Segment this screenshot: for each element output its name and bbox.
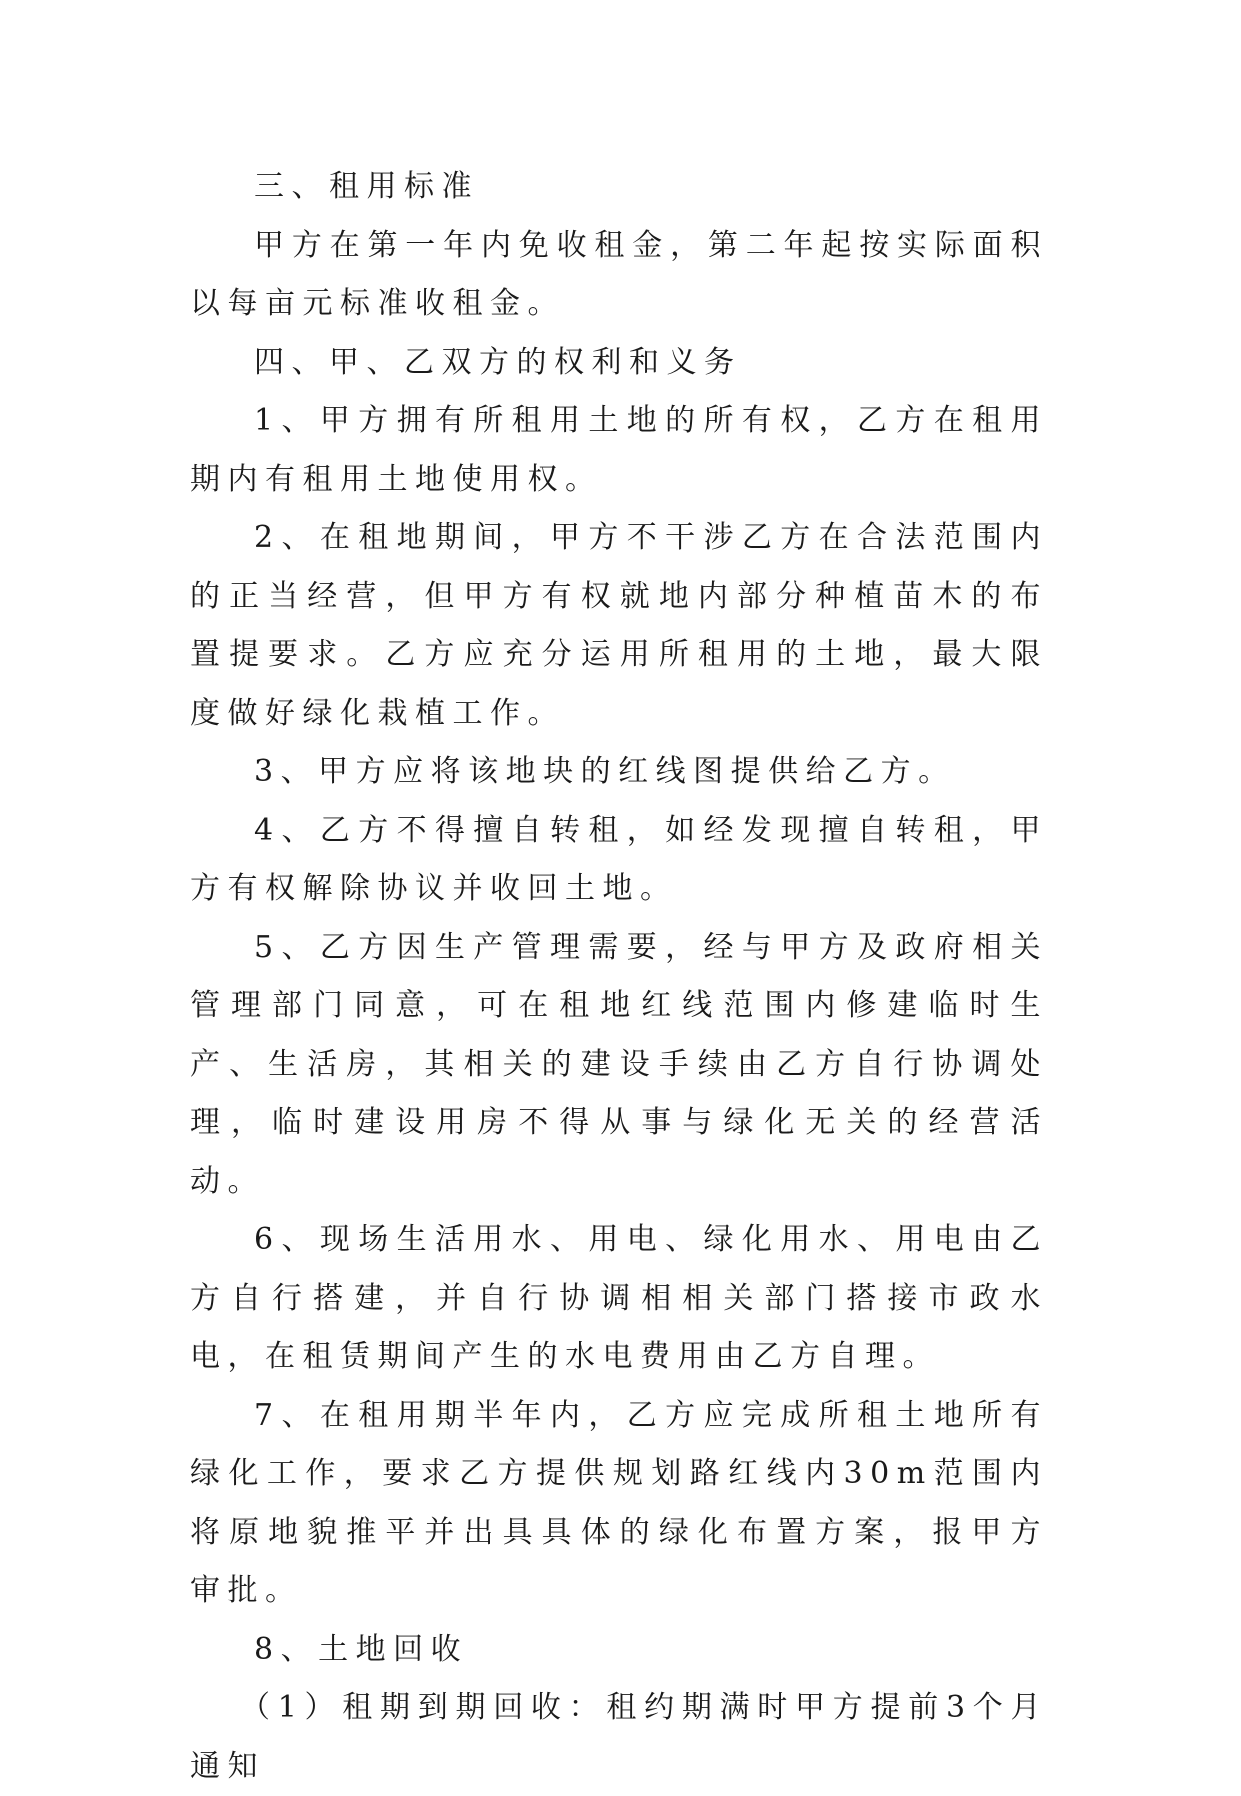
clause-7: 7、在租用期半年内，乙方应完成所租土地所有绿化工作，要求乙方提供规划路红线内30m范围内将原地貌推平并出具具体的绿化布置方案，报甲方审批。	[190, 1397, 1048, 1608]
clause-2: 2、在租地期间，甲方不干涉乙方在合法范围内的正当经营，但甲方有权就地内部分种植苗木的布置提要求。乙方应充分运用所租用的土地，最大限度做好绿化栽植工作。	[190, 520, 1048, 731]
clause-3: 3、甲方应将该地块的红线图提供给乙方。	[254, 754, 956, 789]
clause-8-heading: 8、土地回收	[254, 1631, 469, 1667]
document-body	[190, 158, 1048, 1796]
clause-8-item-1: （1）租期到期回收：租约期满时甲方提前3个月通知	[190, 1690, 1048, 1784]
clause-4: 4、乙方不得擅自转租，如经发现擅自转租，甲方有权解除协议并收回土地。	[190, 812, 1048, 906]
section-heading-rights-obligations: 四、甲、乙双方的权利和义务	[254, 344, 742, 380]
clause-1: 1、甲方拥有所租用土地的所有权，乙方在租用期内有租用土地使用权。	[190, 403, 1048, 497]
paragraph-rent-terms: 甲方在第一年内免收租金，第二年起按实际面积以每亩元标准收租金。	[190, 227, 1048, 321]
clause-6: 6、现场生活用水、用电、绿化用水、用电由乙方自行搭建，并自行协调相相关部门搭接市政水电，在租赁期间产生的水电费用由乙方自理。	[190, 1222, 1048, 1374]
clause-5: 5、乙方因生产管理需要，经与甲方及政府相关管理部门同意，可在租地红线范围内修建临时生产、生活房，其相关的建设手续由乙方自行协调处理，临时建设用房不得从事与绿化无关的经营活动。	[190, 929, 1048, 1199]
section-heading-rent-standard: 三、租用标准	[254, 169, 479, 204]
